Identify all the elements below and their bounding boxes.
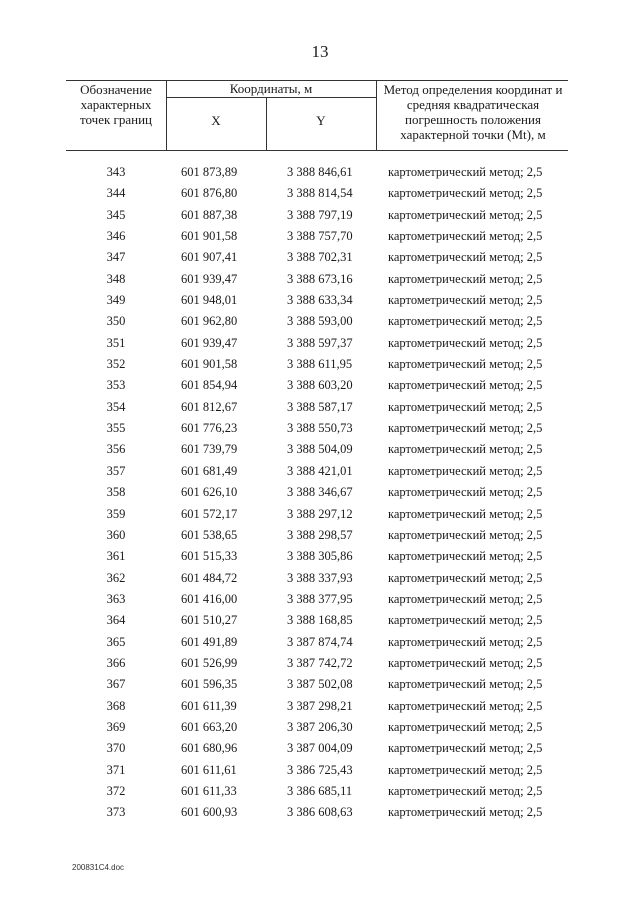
coord-y: 3 388 673,16 [287, 271, 353, 286]
header-coords-label: Координаты, м [229, 81, 313, 96]
table-row [66, 311, 568, 332]
coord-y: 3 388 587,17 [287, 399, 353, 414]
point-number: 370 [106, 741, 126, 756]
method-cell: картометрический метод; 2,5 [388, 207, 543, 222]
coord-y: 3 387 874,74 [287, 634, 353, 649]
point-number: 357 [106, 463, 126, 478]
point-number: 373 [106, 805, 126, 820]
coord-y: 3 388 168,85 [287, 613, 353, 628]
coord-x: 601 416,00 [181, 591, 238, 606]
point-number: 361 [106, 549, 126, 564]
method-cell: картометрический метод; 2,5 [388, 271, 543, 286]
method-cell: картометрический метод; 2,5 [388, 335, 543, 350]
table-row [66, 205, 568, 226]
point-number: 347 [106, 250, 126, 265]
coord-x: 601 491,89 [181, 634, 238, 649]
method-cell: картометрический метод; 2,5 [388, 677, 543, 692]
coord-y: 3 388 702,31 [287, 250, 353, 265]
document-filename: 200831C4.doc [72, 863, 125, 872]
point-number: 345 [106, 207, 126, 222]
table-row [66, 162, 568, 183]
coord-x: 601 812,67 [181, 399, 238, 414]
table-row [66, 354, 568, 375]
coord-y: 3 387 206,30 [287, 719, 353, 734]
method-cell: картометрический метод; 2,5 [388, 399, 543, 414]
table-row [66, 525, 568, 546]
table-row [66, 610, 568, 631]
header-bottom-rule [66, 150, 568, 151]
coord-x: 601 887,38 [181, 207, 238, 222]
method-cell: картометрический метод; 2,5 [388, 485, 543, 500]
method-cell: картометрический метод; 2,5 [388, 698, 543, 713]
table-row [66, 183, 568, 204]
point-number: 344 [106, 186, 126, 201]
coord-x: 601 663,20 [181, 719, 238, 734]
method-cell: картометрический метод; 2,5 [388, 314, 543, 329]
coord-x: 601 510,27 [181, 613, 238, 628]
method-cell: картометрический метод; 2,5 [388, 293, 543, 308]
point-number: 360 [106, 527, 126, 542]
coord-y: 3 388 504,09 [287, 442, 353, 457]
coord-x: 601 854,94 [181, 378, 238, 393]
table-row [66, 504, 568, 525]
table-row [66, 589, 568, 610]
point-number: 356 [106, 442, 126, 457]
point-number: 368 [106, 698, 126, 713]
coord-x: 601 962,80 [181, 314, 238, 329]
coord-x: 601 739,79 [181, 442, 238, 457]
point-number: 350 [106, 314, 126, 329]
coord-y: 3 388 757,70 [287, 229, 353, 244]
coord-x: 601 526,99 [181, 655, 238, 670]
coord-x: 601 901,58 [181, 229, 238, 244]
coord-y: 3 387 004,09 [287, 741, 353, 756]
method-cell: картометрический метод; 2,5 [388, 186, 543, 201]
coord-x: 601 681,49 [181, 463, 238, 478]
header-point-label: Обозначение характерных точек границ [79, 82, 153, 127]
coord-y: 3 387 742,72 [287, 655, 353, 670]
coord-y: 3 388 611,95 [287, 357, 353, 372]
method-cell: картометрический метод; 2,5 [388, 805, 543, 820]
coords-subrule [166, 97, 376, 98]
coord-y: 3 388 297,12 [287, 506, 353, 521]
point-number: 362 [106, 570, 126, 585]
method-cell: картометрический метод; 2,5 [388, 591, 543, 606]
coord-x: 601 596,35 [181, 677, 238, 692]
coord-x: 601 907,41 [181, 250, 238, 265]
point-number: 359 [106, 506, 126, 521]
header-divider [376, 80, 377, 150]
header-method-label: Метод определения координат и средняя квадратическая погрешность положения характерной точки (Mt), м [383, 82, 563, 142]
coord-x: 601 611,39 [181, 698, 237, 713]
coord-x: 601 600,93 [181, 805, 238, 820]
coord-x: 601 939,47 [181, 335, 238, 350]
coord-x: 601 611,61 [181, 762, 237, 777]
method-cell: картометрический метод; 2,5 [388, 549, 543, 564]
coord-y: 3 388 337,93 [287, 570, 353, 585]
table-row [66, 247, 568, 268]
point-number: 351 [106, 335, 126, 350]
method-cell: картометрический метод; 2,5 [388, 506, 543, 521]
point-number: 343 [106, 165, 126, 179]
page-number: 13 [311, 42, 329, 61]
table-row [66, 482, 568, 503]
coord-y: 3 388 377,95 [287, 591, 353, 606]
coord-y: 3 388 603,20 [287, 378, 353, 393]
coord-y: 3 386 608,63 [287, 805, 353, 820]
table-row [66, 226, 568, 247]
point-number: 348 [106, 271, 126, 286]
table-row [66, 674, 568, 695]
point-number: 372 [106, 783, 126, 798]
table-row [66, 546, 568, 567]
method-cell: картометрический метод; 2,5 [388, 357, 543, 372]
table-row [66, 653, 568, 674]
coord-y: 3 388 298,57 [287, 527, 353, 542]
table-row [66, 632, 568, 653]
coord-x: 601 515,33 [181, 549, 238, 564]
point-number: 358 [106, 485, 126, 500]
table-row [66, 738, 568, 759]
point-number: 363 [106, 591, 126, 606]
method-cell: картометрический метод; 2,5 [388, 783, 543, 798]
coord-x: 601 484,72 [181, 570, 238, 585]
coord-x: 601 873,89 [181, 165, 238, 179]
coord-x: 601 611,33 [181, 783, 237, 798]
method-cell: картометрический метод; 2,5 [388, 527, 543, 542]
table-row [66, 439, 568, 460]
coord-y: 3 388 797,19 [287, 207, 353, 222]
table-row [66, 269, 568, 290]
coord-x: 601 680,96 [181, 741, 238, 756]
coord-x: 601 538,65 [181, 527, 238, 542]
point-number: 365 [106, 634, 126, 649]
method-cell: картометрический метод; 2,5 [388, 165, 543, 179]
header-y-label: Y [316, 113, 326, 128]
point-number: 349 [106, 293, 126, 308]
table-row [66, 375, 568, 396]
coord-y: 3 388 814,54 [287, 186, 353, 201]
coord-x: 601 948,01 [181, 293, 238, 308]
coord-y: 3 387 298,21 [287, 698, 353, 713]
table-row [66, 717, 568, 738]
coord-y: 3 388 305,86 [287, 549, 353, 564]
coord-x: 601 776,23 [181, 421, 238, 436]
method-cell: картометрический метод; 2,5 [388, 634, 543, 649]
method-cell: картометрический метод; 2,5 [388, 570, 543, 585]
point-number: 355 [106, 421, 126, 436]
method-cell: картометрический метод; 2,5 [388, 741, 543, 756]
table-row [66, 290, 568, 311]
table-row [66, 802, 568, 823]
method-cell: картометрический метод; 2,5 [388, 378, 543, 393]
method-cell: картометрический метод; 2,5 [388, 655, 543, 670]
method-cell: картометрический метод; 2,5 [388, 463, 543, 478]
point-number: 369 [106, 719, 126, 734]
table-row [66, 397, 568, 418]
table-header [66, 80, 568, 150]
point-number: 366 [106, 655, 126, 670]
coord-x: 601 626,10 [181, 485, 238, 500]
coord-y: 3 388 550,73 [287, 421, 353, 436]
method-cell: картометрический метод; 2,5 [388, 442, 543, 457]
header-x-label: X [211, 113, 221, 128]
point-number: 352 [106, 357, 126, 372]
point-number: 354 [106, 399, 126, 414]
coord-y: 3 388 846,61 [287, 165, 353, 179]
point-number: 371 [106, 762, 126, 777]
point-number: 346 [106, 229, 126, 244]
table-row [66, 781, 568, 802]
method-cell: картометрический метод; 2,5 [388, 250, 543, 265]
coord-y: 3 388 593,00 [287, 314, 353, 329]
coord-y: 3 387 502,08 [287, 677, 353, 692]
coord-y: 3 388 633,34 [287, 293, 353, 308]
table-row [66, 418, 568, 439]
coord-y: 3 386 685,11 [287, 783, 353, 798]
method-cell: картометрический метод; 2,5 [388, 229, 543, 244]
coord-y: 3 386 725,43 [287, 762, 353, 777]
table-row [66, 568, 568, 589]
method-cell: картометрический метод; 2,5 [388, 762, 543, 777]
coord-x: 601 572,17 [181, 506, 238, 521]
method-cell: картометрический метод; 2,5 [388, 719, 543, 734]
table-row [66, 461, 568, 482]
point-number: 364 [106, 613, 126, 628]
coord-y: 3 388 346,67 [287, 485, 353, 500]
coord-x: 601 901,58 [181, 357, 238, 372]
point-number: 367 [106, 677, 126, 692]
coord-y: 3 388 421,01 [287, 463, 353, 478]
method-cell: картометрический метод; 2,5 [388, 421, 543, 436]
table-row [66, 696, 568, 717]
coordinates-table-body [66, 162, 568, 824]
coord-x: 601 876,80 [181, 186, 238, 201]
coord-x: 601 939,47 [181, 271, 238, 286]
point-number: 353 [106, 378, 126, 393]
coord-y: 3 388 597,37 [287, 335, 353, 350]
table-row [66, 760, 568, 781]
method-cell: картометрический метод; 2,5 [388, 613, 543, 628]
table-row [66, 333, 568, 354]
